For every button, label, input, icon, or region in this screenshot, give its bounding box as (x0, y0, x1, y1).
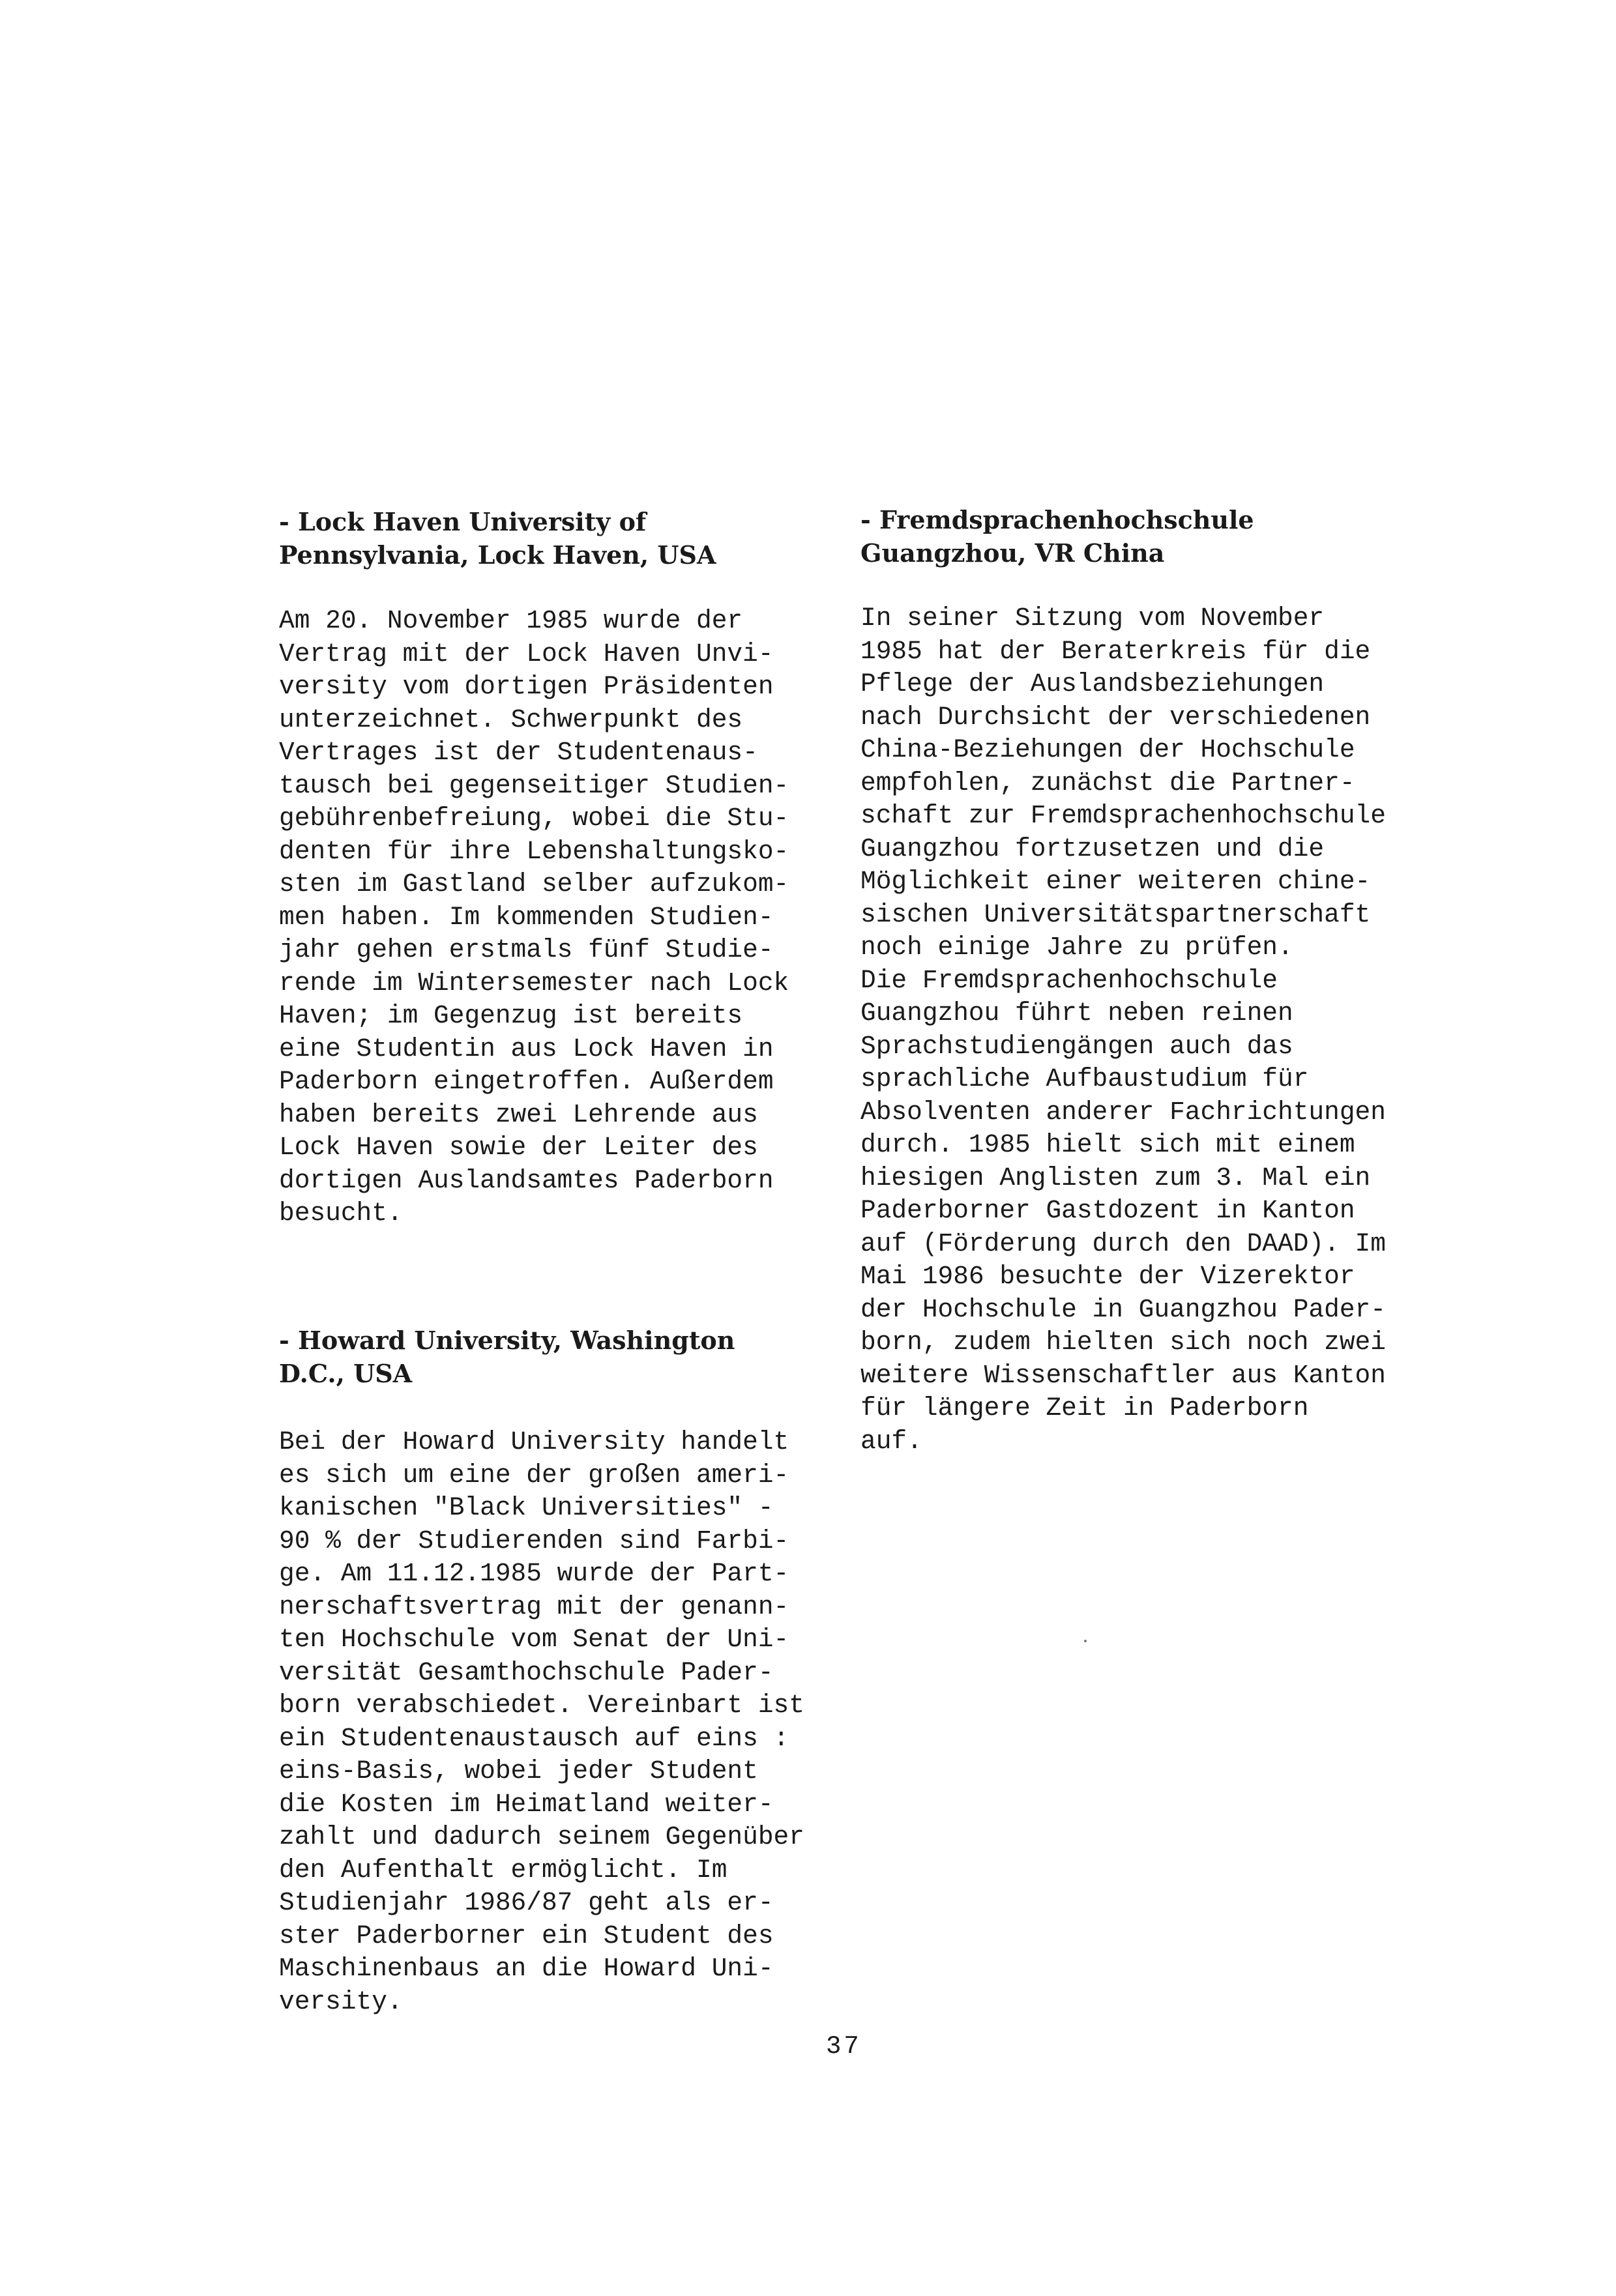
section-paragraph-guangzhou (860, 602, 1386, 1458)
text-line: - Fremdsprachenhochschule (860, 505, 1254, 534)
text-line: Haven; im Gegenzug ist bereits (279, 1001, 743, 1030)
text-line: Absolventen anderer Fachrichtungen (860, 1097, 1386, 1127)
text-line: Studienjahr 1986/87 geht als er- (279, 1888, 774, 1917)
text-line: China-Beziehungen der Hochschule (860, 735, 1355, 764)
text-line: jahr gehen erstmals fünf Studie- (279, 935, 774, 965)
text-line: es sich um eine der großen ameri- (279, 1460, 789, 1490)
text-line: auf. (860, 1426, 922, 1456)
text-line: Paderborn eingetroffen. Außerdem (279, 1067, 774, 1096)
section-heading-howard (279, 1324, 735, 1390)
text-line: tausch bei gegenseitiger Studien- (279, 770, 789, 800)
text-line: sischen Universitätspartnerschaft (860, 899, 1371, 929)
section-paragraph-howard (279, 1426, 804, 2018)
text-line: unterzeichnet. Schwerpunkt des (279, 705, 743, 734)
text-line: für längere Zeit in Paderborn (860, 1393, 1309, 1423)
text-line: hiesigen Anglisten zum 3. Mal ein (860, 1163, 1371, 1193)
text-line: Die Fremdsprachenhochschule (860, 965, 1278, 995)
text-line: 90 % der Studierenden sind Farbi- (279, 1526, 789, 1556)
section-heading-guangzhou (860, 503, 1254, 570)
text-line: eine Studentin aus Lock Haven in (279, 1034, 774, 1064)
section-paragraph-lock-haven (279, 605, 789, 1230)
text-line: weitere Wissenschaftler aus Kanton (860, 1360, 1386, 1390)
text-line: versity vom dortigen Präsidenten (279, 672, 774, 701)
text-line: empfohlen, zunächst die Partner- (860, 768, 1355, 798)
section-heading-lock-haven (279, 505, 716, 572)
text-line: dortigen Auslandsamtes Paderborn (279, 1165, 774, 1195)
text-line: Am 20. November 1985 wurde der (279, 606, 743, 635)
text-line: eins-Basis, wobei jeder Student (279, 1756, 758, 1786)
text-line: sprachliche Aufbaustudium für (860, 1064, 1309, 1094)
text-line: ge. Am 11.12.1985 wurde der Part- (279, 1559, 789, 1588)
text-line: ten Hochschule vom Senat der Uni- (279, 1625, 789, 1654)
text-line: ein Studentenaustausch auf eins : (279, 1723, 789, 1753)
text-line: auf (Förderung durch den DAAD). Im (860, 1228, 1386, 1258)
text-line: Möglichkeit einer weiteren chine- (860, 867, 1371, 896)
text-line: Vertrages ist der Studentenaus- (279, 738, 758, 767)
text-line: Pennsylvania, Lock Haven, USA (279, 540, 716, 570)
page-number: 37 (826, 2032, 862, 2061)
text-line: besucht. (279, 1199, 403, 1228)
text-line: Bei der Howard University handelt (279, 1427, 789, 1457)
text-line: men haben. Im kommenden Studien- (279, 902, 774, 932)
text-line: kanischen "Black Universities" - (279, 1493, 774, 1522)
text-line: die Kosten im Heimatland weiter- (279, 1789, 774, 1819)
text-line: sten im Gastland selber aufzukom- (279, 869, 789, 899)
text-line: haben bereits zwei Lehrende aus (279, 1099, 758, 1129)
text-line: born verabschiedet. Vereinbart ist (279, 1691, 804, 1720)
text-line: versität Gesamthochschule Pader- (279, 1657, 774, 1687)
text-line: Vertrag mit der Lock Haven Unvi- (279, 639, 774, 669)
text-line: durch. 1985 hielt sich mit einem (860, 1130, 1355, 1159)
text-line: Paderborner Gastdozent in Kanton (860, 1196, 1355, 1225)
text-line: Guangzhou fortzusetzen und die (860, 834, 1325, 864)
text-line: ster Paderborner ein Student des (279, 1921, 774, 1951)
text-line: versity. (279, 1986, 403, 2016)
text-line: Guangzhou führt neben reinen (860, 998, 1293, 1028)
text-line: denten für ihre Lebenshaltungsko- (279, 836, 789, 866)
text-line: Pflege der Auslandsbeziehungen (860, 669, 1325, 699)
text-line: Lock Haven sowie der Leiter des (279, 1133, 758, 1162)
text-line: Maschinenbaus an die Howard Uni- (279, 1954, 774, 1983)
text-line: D.C., USA (279, 1359, 413, 1388)
text-line: nach Durchsicht der verschiedenen (860, 702, 1371, 732)
text-line: - Lock Haven University of (279, 507, 647, 536)
text-line: nerschaftsvertrag mit der genann- (279, 1591, 789, 1621)
text-line: noch einige Jahre zu prüfen. (860, 933, 1293, 962)
text-line: In seiner Sitzung vom November (860, 603, 1325, 633)
text-line: - Howard University, Washington (279, 1326, 735, 1355)
text-line: rende im Wintersemester nach Lock (279, 968, 789, 998)
text-line: den Aufenthalt ermöglicht. Im (279, 1855, 727, 1885)
text-line: Sprachstudiengängen auch das (860, 1031, 1293, 1061)
text-line: Mai 1986 besuchte der Vizerektor (860, 1262, 1355, 1291)
text-line: schaft zur Fremdsprachenhochschule (860, 801, 1386, 830)
text-line: der Hochschule in Guangzhou Pader- (860, 1294, 1386, 1324)
text-line: zahlt und dadurch seinem Gegenüber (279, 1822, 804, 1852)
text-line: 1985 hat der Beraterkreis für die (860, 636, 1371, 666)
text-line: Guangzhou, VR China (860, 538, 1165, 568)
text-line: gebührenbefreiung, wobei die Stu- (279, 804, 789, 833)
text-line: born, zudem hielten sich noch zwei (860, 1328, 1386, 1357)
scan-speck (1084, 1640, 1087, 1642)
